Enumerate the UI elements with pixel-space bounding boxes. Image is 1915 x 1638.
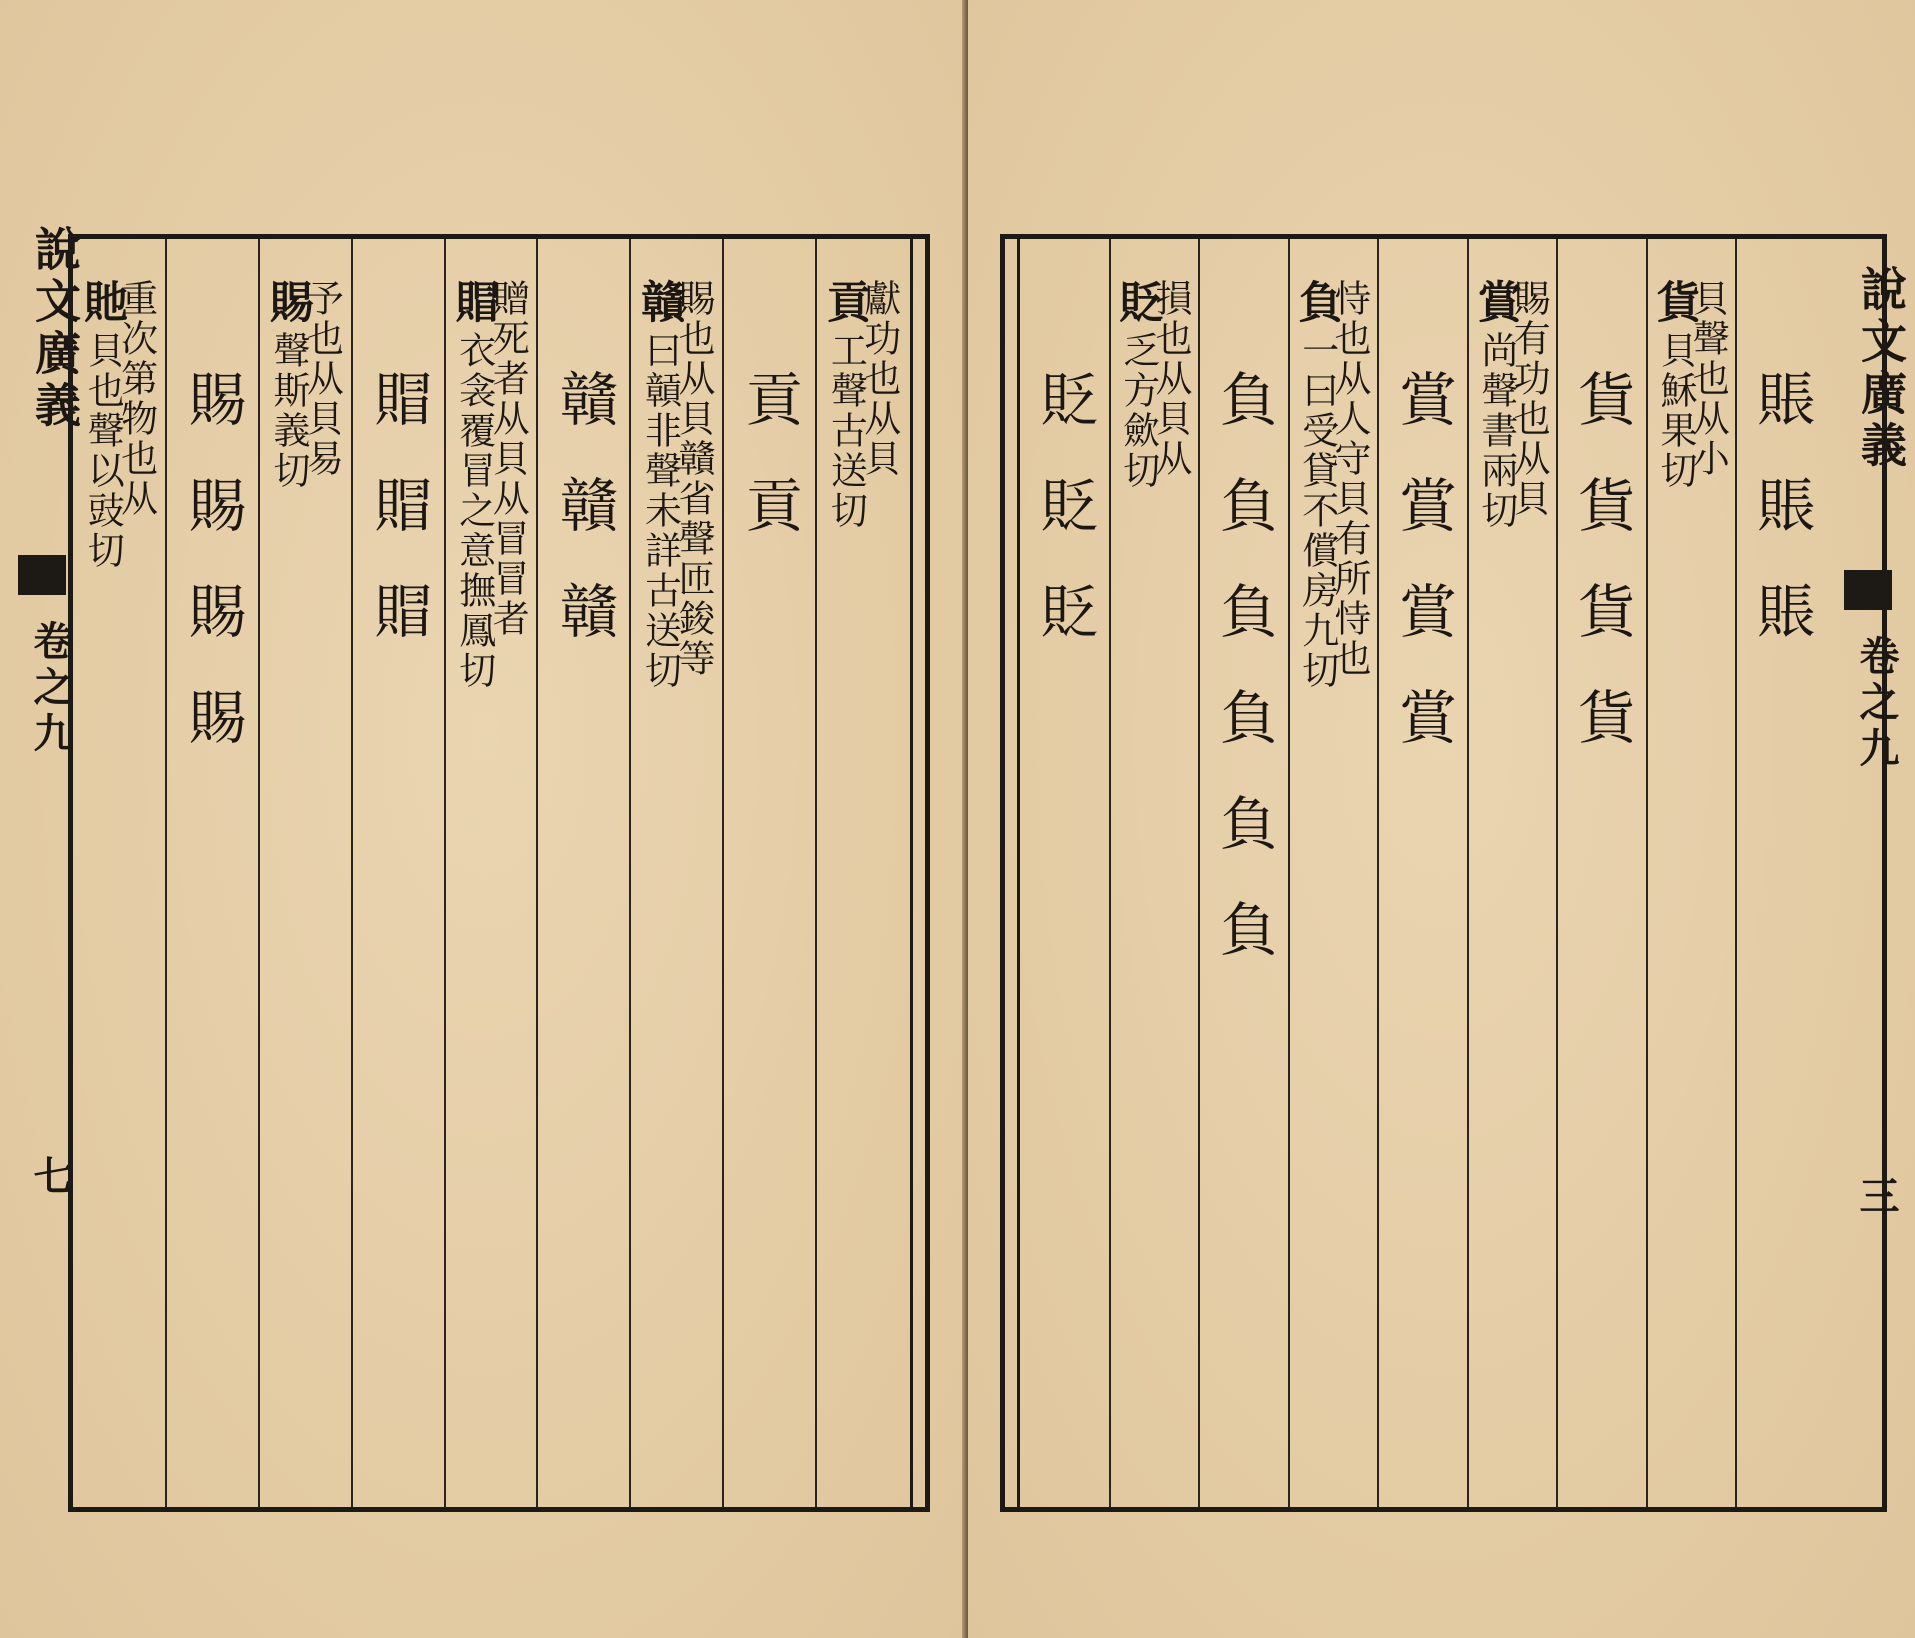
entry-column (259, 239, 352, 1507)
right-margin-title: 說文廣義 (1854, 265, 1908, 473)
seal-script-forms: 賞賞賞賞 (1388, 369, 1457, 793)
entry-column (1468, 239, 1558, 1507)
headword: 賜 (261, 279, 313, 325)
gloss-line: 一曰受貸不償房九切 (1295, 331, 1339, 691)
gloss-line: 賜也从貝贛省聲匝鋑等 (671, 279, 715, 679)
fish-tail-mark (18, 555, 66, 595)
seal-script-forms: 賜賜賜賜 (178, 369, 247, 793)
left-column-grid (73, 239, 909, 1507)
seal-column (166, 239, 259, 1507)
gloss-line: 損也从貝从 (1148, 279, 1192, 479)
seal-column (1378, 239, 1468, 1507)
gloss-line: 聲斯義切 (266, 331, 310, 491)
right-page (968, 0, 1915, 1638)
gloss-line: 貝穌果切 (1654, 331, 1698, 491)
seal-column (537, 239, 630, 1507)
right-margin-leaf: 三 (1853, 1175, 1900, 1221)
headword: 貶 (1111, 279, 1163, 325)
gloss-line: 贈死者从貝从冒冒者 (486, 279, 530, 639)
seal-column (1557, 239, 1647, 1507)
seal-script-forms: 贛贛贛 (549, 369, 618, 687)
headword: 負 (1290, 279, 1342, 325)
gloss-line: 獻功也从貝 (857, 279, 901, 479)
headword: 貢 (818, 279, 870, 325)
seal-script-forms: 貨貨貨貨 (1568, 369, 1637, 793)
gloss-line: 貝聲也从小 (1686, 279, 1730, 479)
left-margin-title: 說文廣義 (28, 225, 82, 433)
gloss-line: 衣衾覆冒之意撫鳳切 (452, 331, 496, 691)
gloss-line: 重次第物也从 (114, 279, 158, 519)
entry-column (73, 239, 166, 1507)
seal-script-forms: 貶貶貶 (1030, 369, 1099, 687)
gloss-line: 恃也从人守貝有所恃也 (1328, 279, 1372, 679)
right-margin-juan: 卷之九 (1853, 635, 1900, 773)
gloss-line: 工聲古送切 (824, 331, 868, 531)
headword: 贛 (633, 279, 685, 325)
entry-column (816, 239, 909, 1507)
headword: 賞 (1469, 279, 1521, 325)
seal-script-forms: 賵賵賵 (364, 369, 433, 687)
gloss-line: 曰贑非聲未詳古送切 (638, 331, 682, 691)
left-margin-leaf: 七 (27, 1155, 74, 1201)
seal-column (723, 239, 816, 1507)
entry-column (630, 239, 723, 1507)
seal-column (1020, 239, 1110, 1507)
seal-column (1199, 239, 1289, 1507)
gloss-line: 賜有功也从貝 (1507, 279, 1551, 519)
entry-column (445, 239, 538, 1507)
gloss-line: 貝也聲以豉切 (81, 331, 125, 571)
headword: 貨 (1648, 279, 1700, 325)
headword: 賵 (447, 279, 499, 325)
seal-script-forms: 負負負負負負 (1209, 369, 1278, 1005)
seal-script-forms: 賬賬賬 (1747, 369, 1816, 687)
left-margin-juan: 卷之九 (27, 620, 74, 758)
gloss-line: 乏方歛切 (1116, 331, 1160, 491)
seal-column (352, 239, 445, 1507)
headword: 貤 (75, 279, 127, 325)
fish-tail-mark (1844, 570, 1892, 610)
entry-column (1647, 239, 1737, 1507)
inner-border-line (910, 239, 913, 1507)
seal-script-forms: 貢貢 (735, 369, 804, 581)
entry-column (1110, 239, 1200, 1507)
entry-column (1289, 239, 1379, 1507)
right-column-grid (1020, 239, 1826, 1507)
gloss-line: 尚聲書兩切 (1474, 331, 1518, 531)
seal-column (1736, 239, 1826, 1507)
gloss-line: 予也从貝易 (300, 279, 344, 479)
